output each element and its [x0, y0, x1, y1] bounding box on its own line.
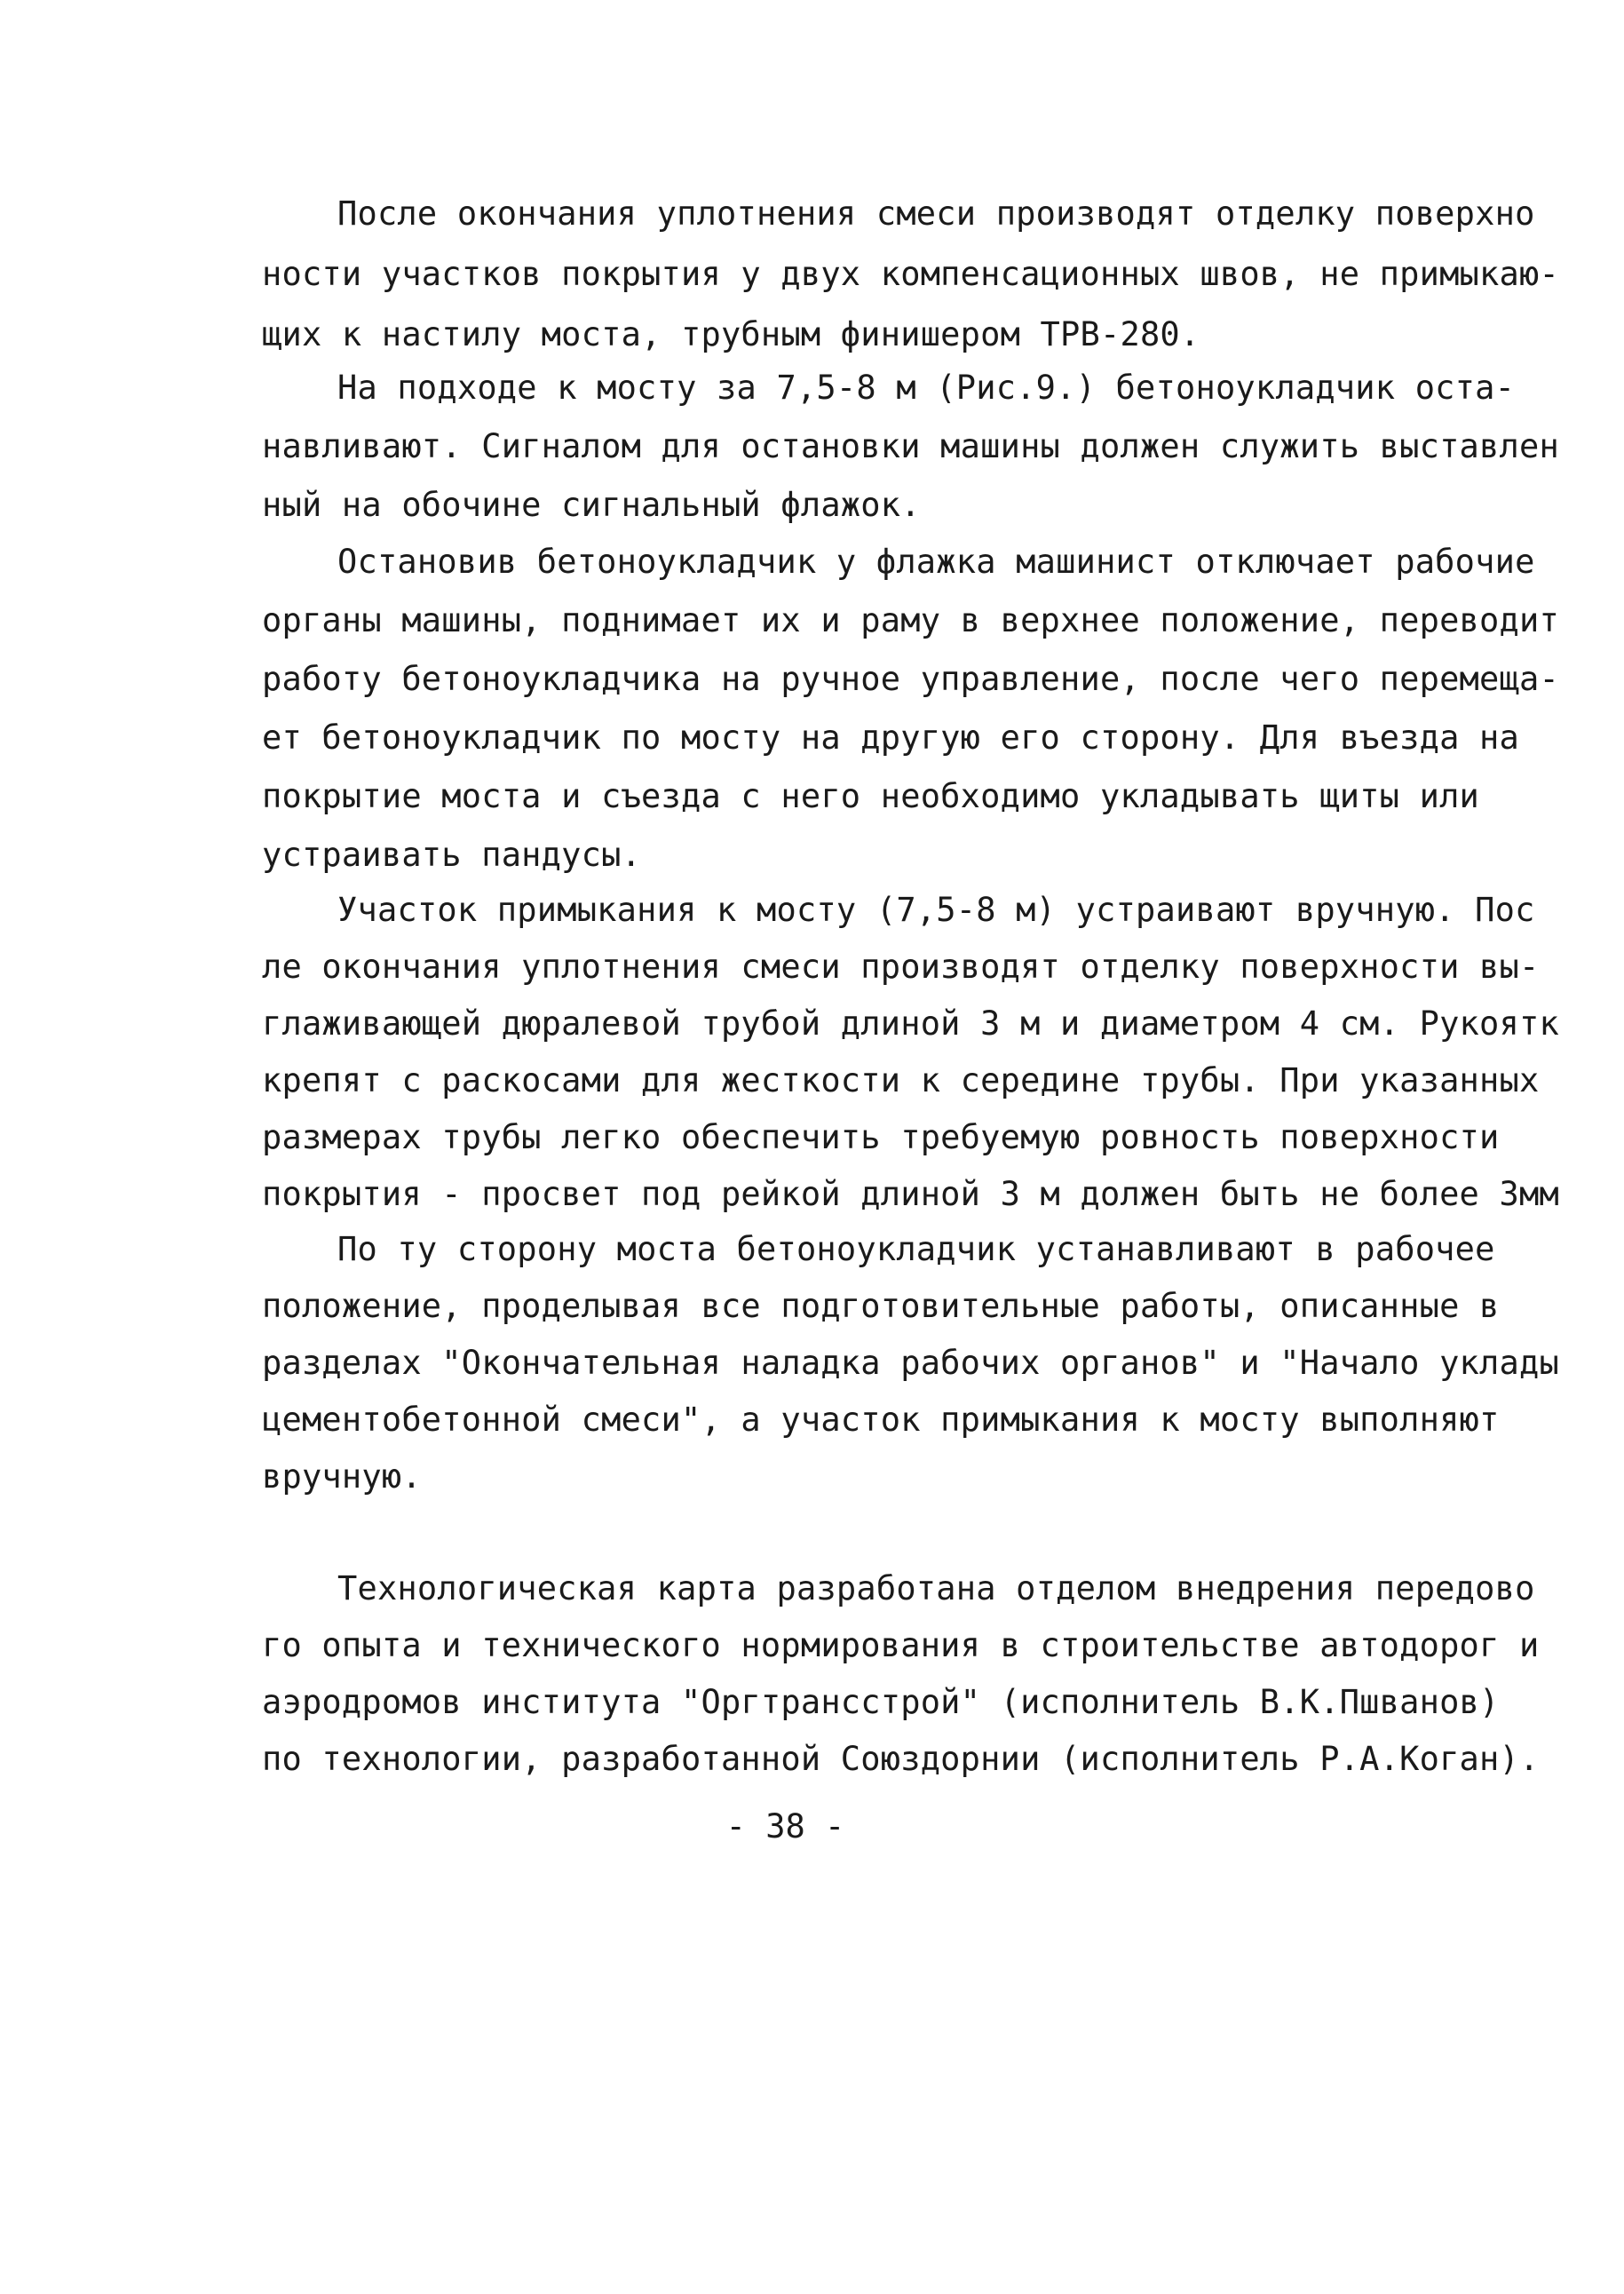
- text-line: Технологическая карта разработана отделом внедрения передово: [337, 1569, 1535, 1607]
- text-line: По ту сторону моста бетоноукладчик устанавливают в рабочее: [337, 1230, 1495, 1268]
- text-line: ный на обочине сигнальный флажок.: [262, 486, 921, 524]
- text-line: аэродромов института "Оргтрансстрой" (исполнитель В.К.Пшванов): [262, 1683, 1500, 1721]
- text-line: Остановив бетоноукладчик у флажка машинист отключает рабочие: [337, 543, 1535, 581]
- text-line: крепят с раскосами для жесткости к середине трубы. При указанных: [262, 1061, 1540, 1099]
- text-line: органы машины, поднимает их и раму в верхнее положение, переводит: [262, 601, 1559, 639]
- text-line: цементобетонной смеси", а участок примыкания к мосту выполняют: [262, 1401, 1500, 1439]
- text-line: вручную.: [262, 1457, 422, 1496]
- text-line: размерах трубы легко обеспечить требуемую ровность поверхности: [262, 1118, 1500, 1156]
- text-line: навливают. Сигналом для остановки машины должен служить выставлен: [262, 427, 1559, 465]
- text-line: глаживающей дюралевой трубой длиной 3 м и диаметром 4 см. Рукоятк: [262, 1004, 1559, 1043]
- text-line: устраивать пандусы.: [262, 836, 642, 874]
- text-line: ет бетоноукладчик по мосту на другую его сторону. Для въезда на: [262, 718, 1519, 757]
- text-line: покрытие моста и съезда с него необходимо укладывать щиты или: [262, 777, 1480, 815]
- text-line: ности участков покрытия у двух компенсационных швов, не примыкаю-: [262, 255, 1559, 293]
- text-line: работу бетоноукладчика на ручное управление, после чего перемеща-: [262, 660, 1559, 698]
- text-line: го опыта и технического нормирования в строительстве автодорог и: [262, 1626, 1540, 1664]
- text-line: щих к настилу моста, трубным финишером ТРВ-280.: [262, 315, 1200, 353]
- text-line: Участок примыкания к мосту (7,5-8 м) устраивают вручную. Пос: [337, 891, 1535, 929]
- text-line: На подходе к мосту за 7,5-8 м (Рис.9.) бетоноукладчик оста-: [337, 369, 1516, 407]
- text-line: После окончания уплотнения смеси производят отделку поверхно: [337, 194, 1535, 233]
- text-line: разделах "Окончательная наладка рабочих органов" и "Начало уклады: [262, 1344, 1559, 1382]
- text-line: ле окончания уплотнения смеси производят отделку поверхности вы-: [262, 948, 1540, 986]
- text-line: по технологии, разработанной Союздорнии (исполнитель Р.А.Коган).: [262, 1740, 1540, 1778]
- text-line: положение, проделывая все подготовительные работы, описанные в: [262, 1287, 1500, 1325]
- page-number: - 38 -: [725, 1807, 845, 1846]
- text-line: покрытия - просвет под рейкой длиной 3 м должен быть не более 3мм: [262, 1175, 1559, 1213]
